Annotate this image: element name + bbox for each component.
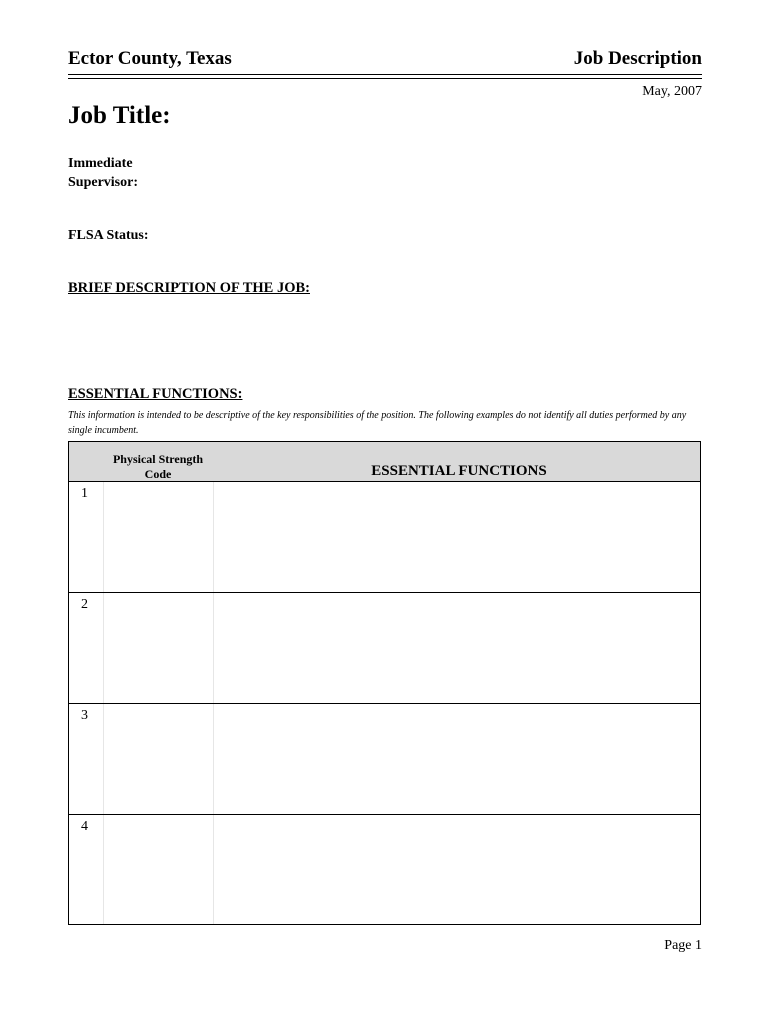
flsa-status-label: FLSA Status: [68,228,149,243]
row-number: 2 [81,597,88,612]
page-number: Page 1 [664,938,702,953]
physical-strength-code-header [103,452,213,482]
table-row [69,704,700,815]
header-rule-top [68,74,702,75]
row-number: 1 [81,486,88,501]
table-row [69,815,700,926]
code-header-line2: Code [144,467,172,481]
table-header [69,442,700,482]
essential-functions-heading: ESSENTIAL FUNCTIONS: [68,386,243,402]
supervisor-label-line2: Supervisor: [68,175,138,190]
organization-name: Ector County, Texas [68,48,232,69]
essential-functions-note: This information is intended to be descriptive of the key responsibilities of the position. The following examples do not identify all duties performed by any single incumbent. [68,410,687,436]
table-row [69,593,700,704]
row-number: 3 [81,708,88,723]
job-title-label: Job Title: [68,102,171,129]
row-number: 4 [81,819,88,834]
document-date: May, 2007 [642,84,702,99]
document-type: Job Description [573,48,702,69]
brief-description-heading: BRIEF DESCRIPTION OF THE JOB: [68,280,310,296]
code-header-line1: Physical Strength [112,452,204,466]
table-row [69,482,700,593]
essential-functions-table [68,441,701,925]
header-rule-bottom [68,78,702,79]
essential-functions-header: ESSENTIAL FUNCTIONS [371,463,547,479]
supervisor-label-line1: Immediate [68,156,133,171]
supervisor-label [68,154,188,192]
